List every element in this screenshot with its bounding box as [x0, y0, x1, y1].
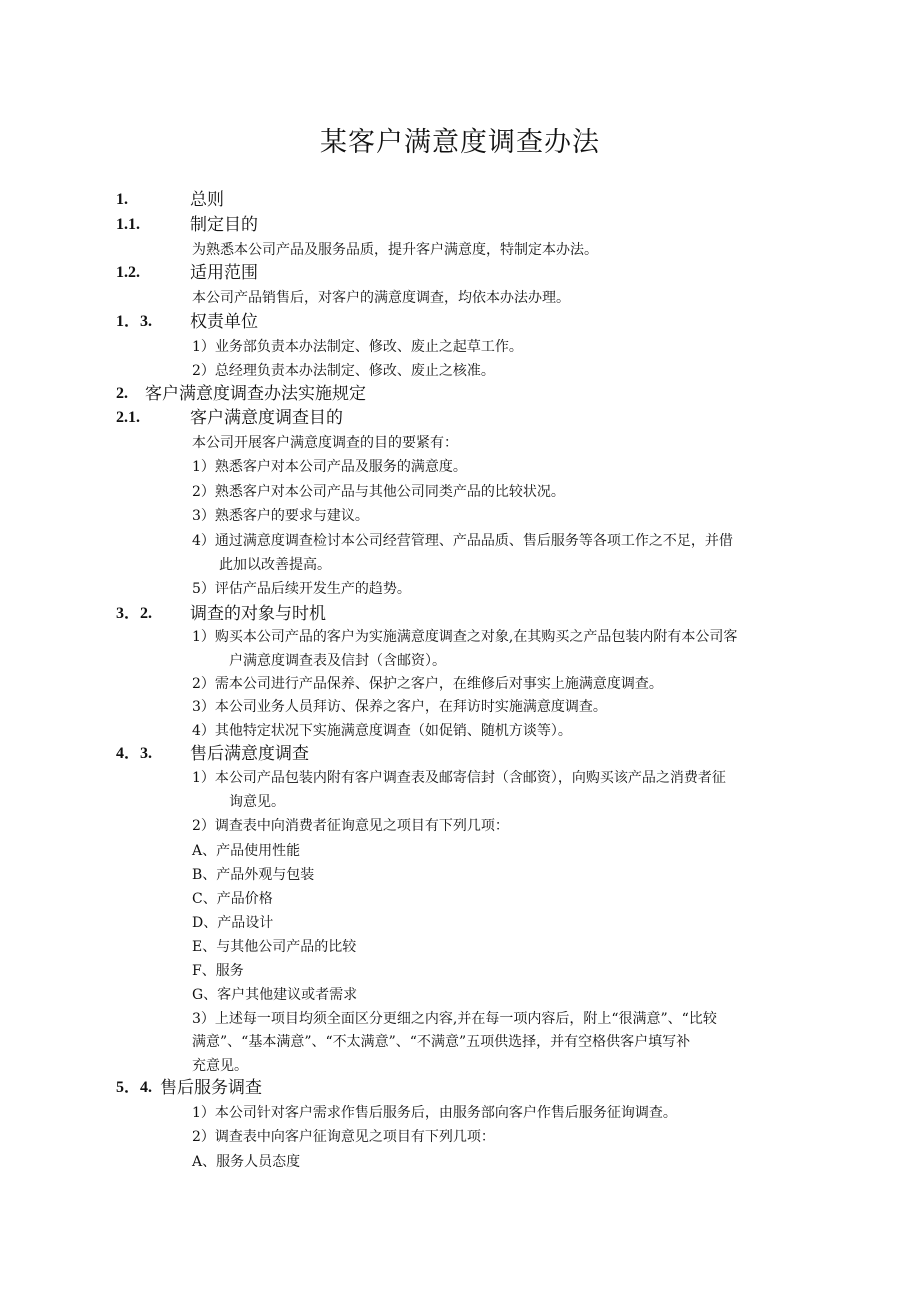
section-number: 1.1. — [116, 216, 140, 233]
list-item: 3）上述每一项目均须全面区分更细之内容,并在每一项内容后，附上“很满意”、“比较 — [192, 1011, 717, 1027]
list-item: C、产品价格 — [192, 891, 273, 907]
paragraph: 为熟悉本公司产品及服务品质，提升客户满意度，特制定本办法。 — [192, 242, 598, 258]
section-title: 制定目的 — [190, 215, 258, 235]
list-item: D、产品设计 — [192, 915, 274, 931]
section-title: 总则 — [190, 190, 224, 210]
list-item: 1）本公司针对客户需求作售后服务后，由服务部向客户作售后服务征询调查。 — [192, 1105, 677, 1121]
list-item: 4）其他特定状况下实施满意度调查（如促销、随机方谈等）。 — [192, 723, 572, 739]
section-number: 1．3. — [116, 313, 153, 330]
list-item: 2）调查表中向消费者征询意见之项目有下列几项： — [192, 818, 509, 834]
section-title: 客户满意度调查目的 — [190, 408, 343, 428]
list-item: 2）需本公司进行产品保养、保护之客户，在维修后对事实上施满意度调查。 — [192, 676, 663, 692]
list-item: B、产品外观与包装 — [192, 867, 315, 883]
section-number: 1.2. — [116, 264, 140, 281]
section-number: 4．3. — [116, 745, 153, 762]
list-item: 1）购买本公司产品的客户为实施满意度调查之对象,在其购买之产品包装内附有本公司客 — [192, 629, 738, 645]
list-item-continuation: 充意见。 — [192, 1058, 248, 1074]
list-item-continuation: 满意”、“基本满意”、“不太满意”、“不满意”五项供选择，并有空格供客户填写补 — [192, 1034, 691, 1050]
list-item-continuation: 此加以改善提高。 — [219, 557, 331, 573]
list-item: 2）调查表中向客户征询意见之项目有下列几项： — [192, 1129, 495, 1145]
section-number: 2. — [116, 385, 128, 402]
list-item-continuation: 询意见。 — [229, 794, 285, 810]
section-title: 适用范围 — [190, 263, 258, 283]
section-title: 售后服务调查 — [160, 1078, 262, 1098]
list-item: 3）熟悉客户的要求与建议。 — [192, 508, 369, 524]
list-item: E、与其他公司产品的比较 — [192, 939, 357, 955]
section-number: 1. — [116, 191, 128, 208]
section-number: 3．2. — [116, 605, 153, 622]
section-number: 2.1. — [116, 409, 140, 426]
list-item: 1）业务部负责本办法制定、修改、废止之起草工作。 — [192, 339, 523, 355]
document-title: 某客户满意度调查办法 — [320, 127, 600, 158]
list-item: 5）评估产品后续开发生产的趋势。 — [192, 581, 411, 597]
list-item: F、服务 — [192, 963, 244, 979]
section-title: 客户满意度调查办法实施规定 — [145, 384, 366, 404]
list-item: 3）本公司业务人员拜访、保养之客户，在拜访时实施满意度调查。 — [192, 699, 607, 715]
section-number: 5．4. — [116, 1079, 153, 1096]
list-item: 4）通过满意度调查检讨本公司经营管理、产品品质、售后服务等各项工作之不足，并借 — [192, 533, 733, 549]
list-item: 1）熟悉客户对本公司产品及服务的满意度。 — [192, 459, 467, 475]
list-item: 2）总经理负责本办法制定、修改、废止之核准。 — [192, 363, 495, 379]
list-item: 1）本公司产品包装内附有客户调查表及邮寄信封（含邮资），向购买该产品之消费者征 — [192, 770, 726, 786]
paragraph: 本公司产品销售后，对客户的满意度调查，均依本办法办理。 — [192, 290, 570, 306]
paragraph: 本公司开展客户满意度调查的目的要紧有： — [192, 435, 458, 451]
list-item: A、服务人员态度 — [192, 1154, 301, 1170]
section-title: 售后满意度调查 — [190, 744, 309, 764]
list-item: A、产品使用性能 — [192, 843, 301, 859]
section-title: 调查的对象与时机 — [190, 604, 326, 624]
list-item: 2）熟悉客户对本公司产品与其他公司同类产品的比较状况。 — [192, 484, 565, 500]
list-item: G、客户其他建议或者需求 — [192, 987, 358, 1003]
section-title: 权责单位 — [190, 312, 258, 332]
list-item-continuation: 户满意度调查表及信封（含邮资）。 — [229, 653, 446, 669]
